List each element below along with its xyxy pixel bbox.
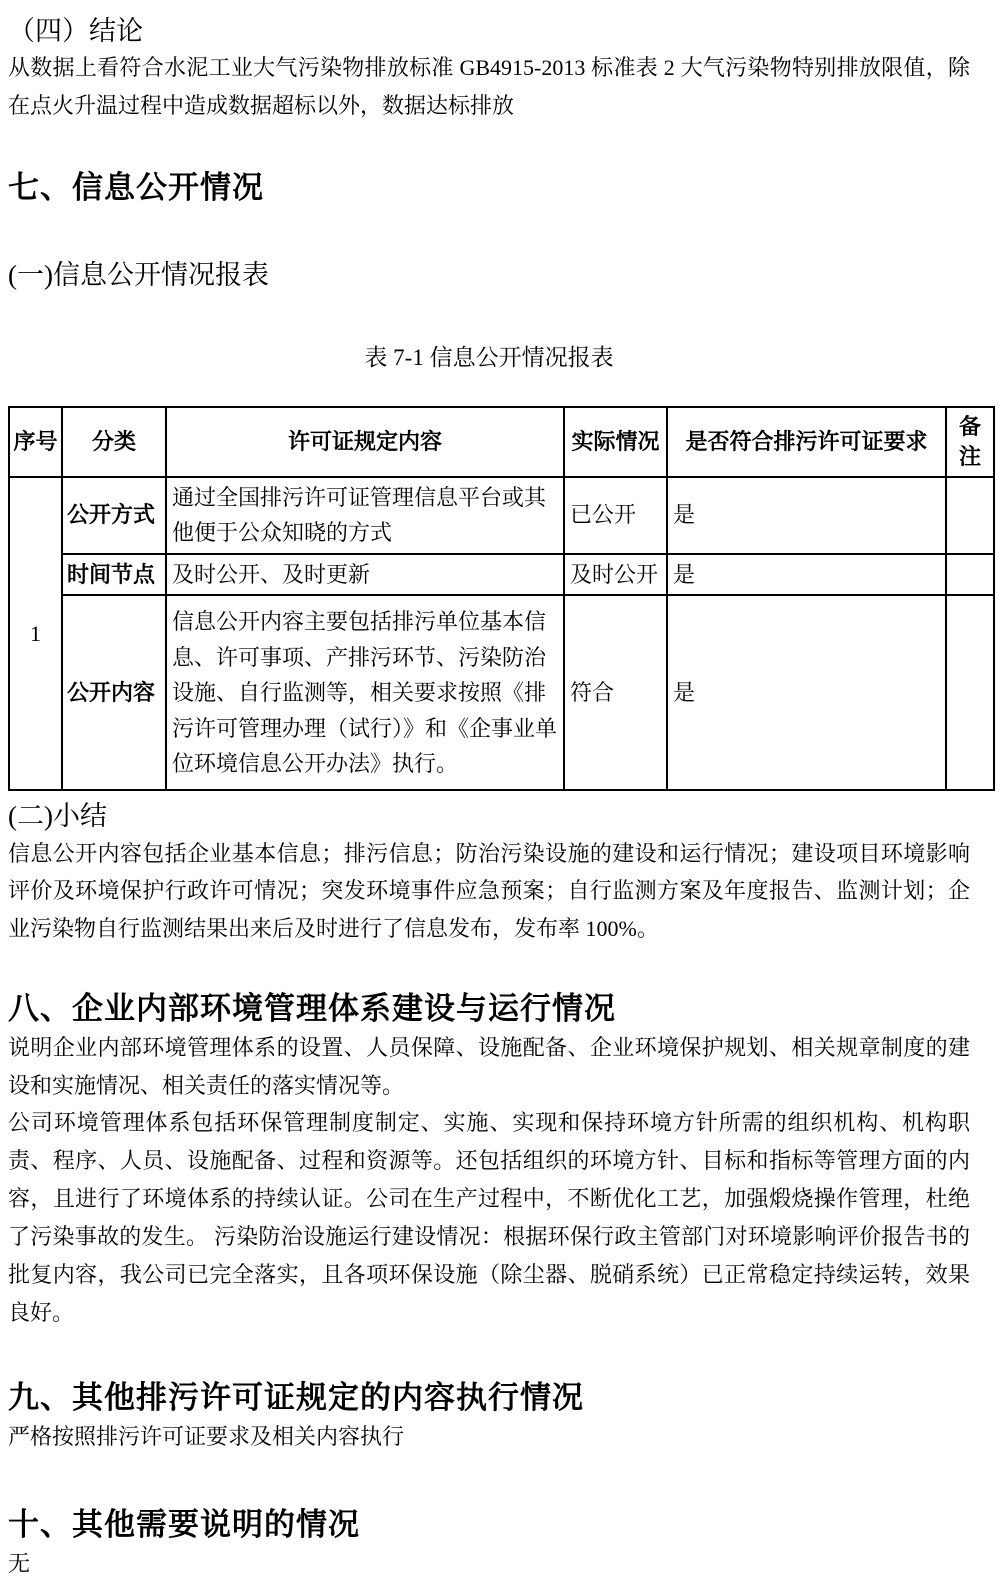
- table-header-row: [9, 407, 994, 477]
- cell-note: [946, 477, 994, 554]
- cell-actual: 符合: [564, 595, 667, 790]
- conclusion-heading: （四）结论: [8, 16, 143, 46]
- table-row: [9, 595, 994, 790]
- cell-row-index: 1: [9, 477, 62, 791]
- conclusion-paragraph: 从数据上看符合水泥工业大气污染物排放标准 GB4915-2013 标准表 2 大气污染物特别排放限值，除在点火升温过程中造成数据超标以外，数据达标排放: [8, 55, 970, 118]
- section7-sub2-heading: (二)小结: [8, 801, 107, 832]
- info-disclosure-table: [8, 406, 995, 792]
- cell-content: 信息公开内容主要包括排污单位基本信息、许可事项、产排污环节、污染防治设施、自行监测等，相关要求按照《排污许可管理办理（试行）》和《企事业单位环境信息公开办法》执行。: [166, 595, 564, 790]
- header-category: 分类: [62, 407, 166, 477]
- section8-paragraph-2: 公司环境管理体系包括环保管理制度制定、实施、实现和保持环境方针所需的组织机构、机构职责、程序、人员、设施配备、过程和资源等。还包括组织的环境方针、目标和指标等管理方面的内容，且进行了环境体系的持续认证。公司在生产过程中，不断优化工艺，加强煅烧操作管理，杜绝了污染事故的发生。 污染防治设施运行建设情况：根据环保行政主管部门对环境影响评价报告书的批复内容，我公司已完全落实，且各项环保设施（除尘器、脱硝系统）已正常稳定持续运转，效果良好。: [8, 1110, 970, 1325]
- header-index: 序号: [9, 407, 62, 477]
- cell-comply: 是: [667, 477, 946, 554]
- cell-content: 通过全国排污许可证管理信息平台或其他便于公众知晓的方式: [166, 477, 564, 554]
- section7-heading: 七、信息公开情况: [8, 169, 264, 205]
- section10-paragraph: 无: [8, 1550, 31, 1576]
- cell-category: 公开方式: [62, 477, 166, 554]
- cell-comply: 是: [667, 554, 946, 596]
- cell-comply: 是: [667, 595, 946, 790]
- header-actual: 实际情况: [564, 407, 667, 477]
- cell-actual: 已公开: [564, 477, 667, 554]
- cell-note: [946, 595, 994, 790]
- cell-actual: 及时公开: [564, 554, 667, 596]
- table-row: [9, 477, 994, 554]
- table-row: [9, 554, 994, 596]
- section9-heading: 九、其他排污许可证规定的内容执行情况: [8, 1380, 584, 1416]
- header-note: 备注: [946, 407, 994, 477]
- cell-content: 及时公开、及时更新: [166, 554, 564, 596]
- table-caption: 表 7-1 信息公开情况报表: [364, 344, 614, 370]
- section10-heading: 十、其他需要说明的情况: [8, 1507, 360, 1542]
- cell-note: [946, 554, 994, 596]
- section8-heading: 八、企业内部环境管理体系建设与运行情况: [8, 991, 616, 1027]
- cell-category: 公开内容: [62, 595, 166, 790]
- summary-paragraph: 信息公开内容包括企业基本信息；排污信息；防治污染设施的建设和运行情况；建设项目环境影响评价及环境保护行政许可情况；突发环境事件应急预案；自行监测方案及年度报告、监测计划；企业污染物自行监测结果出来后及时进行了信息发布，发布率 100%。: [8, 840, 970, 942]
- section8-paragraph-1: 说明企业内部环境管理体系的设置、人员保障、设施配备、企业环境保护规划、相关规章制度的建设和实施情况、相关责任的落实情况等。: [8, 1034, 970, 1098]
- cell-category: 时间节点: [62, 554, 166, 596]
- header-comply: 是否符合排污许可证要求: [667, 407, 946, 477]
- section9-paragraph: 严格按照排污许可证要求及相关内容执行: [8, 1424, 405, 1450]
- header-content: 许可证规定内容: [166, 407, 564, 477]
- section7-sub1-heading: (一)信息公开情况报表: [8, 259, 269, 290]
